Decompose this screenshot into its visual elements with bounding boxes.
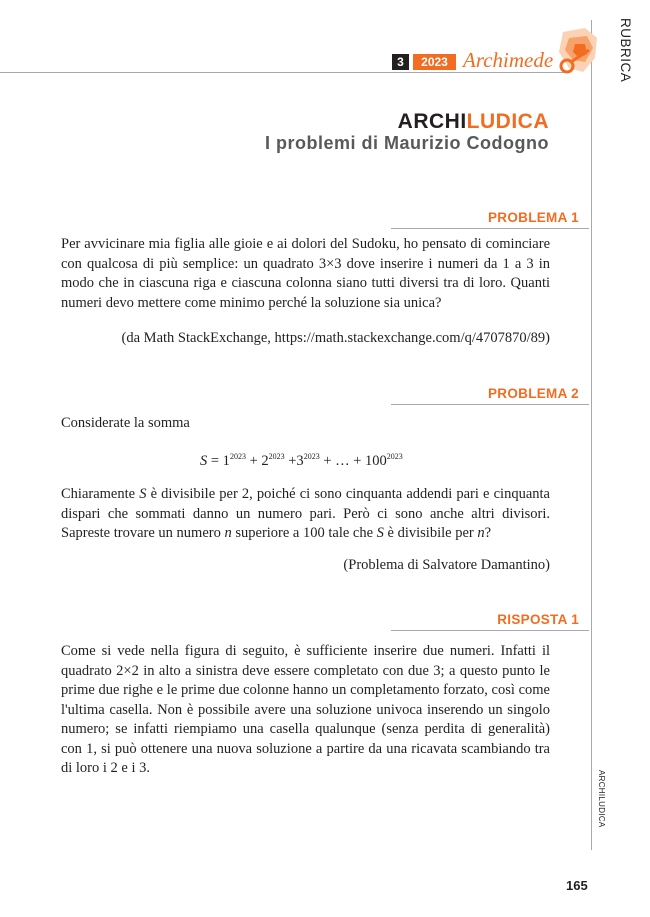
magazine-name: Archimede bbox=[463, 48, 554, 72]
problema1-text: Per avvicinare mia figlia alle gioie e ai dolori del Sudoku, ho pensato di cominciare con qualcosa di più semplice: un quadrato 3×3 dove inserire i numeri da 1 a 3 in modo che in ciascuna riga e ciascuna colonna siano tutti diversi tra di loro. Quanti numeri devo mettere come minimo perché la soluzione sia unica? bbox=[61, 236, 550, 311]
problema2-text: Chiaramente S è divisibile per 2, poiché ci sono cinquanta addendi pari e cinquanta dispari che sommati danno un numero pari. Però ci sono anche altri divisori. Sapreste trovare un numero n superiore a 100 tale che S è divisibile per n? bbox=[61, 486, 550, 541]
title-part1: ARCHI bbox=[397, 110, 467, 133]
section-heading-problema2 bbox=[391, 386, 589, 405]
heading-label: PROBLEMA 2 bbox=[487, 386, 579, 401]
page-number: 165 bbox=[566, 878, 588, 893]
sum-formula: $S = 1^{2023} + 2^{2023} +3^{2023}$ + … + $100^{2023}$ bbox=[200, 452, 403, 469]
issue-year: 2023 bbox=[413, 54, 456, 70]
sidebar-footer-label: ARCHILUDICA bbox=[597, 770, 606, 828]
rubrica-label: RUBRICA bbox=[618, 18, 633, 83]
heading-label: RISPOSTA 1 bbox=[497, 612, 579, 627]
problema1-source: (da Math StackExchange, https://math.stackexchange.com/q/4707870/89) bbox=[121, 330, 550, 346]
formula-var: S bbox=[200, 453, 208, 469]
problema2-intro: Considerate la somma bbox=[61, 415, 190, 431]
page-title bbox=[398, 110, 549, 134]
issue-number: 3 bbox=[392, 54, 409, 70]
title-part2: LUDICA bbox=[466, 110, 549, 133]
page-subtitle: I problemi di Maurizio Codogno bbox=[265, 133, 549, 153]
section-heading-risposta1 bbox=[391, 612, 589, 631]
risposta1-text: Come si vede nella figura di seguito, è sufficiente inserire due numeri. Infatti il quadrato 2×2 in alto a sinistra deve essere completato con due 3; a questo punto le prime due righe e le prime due colonne hanno un completamento forzato, così come l'ultima casella. Non è possibile avere una soluzione univoca inserendo un singolo numero; se infatti riempiamo una casella qualunque (senza perdita di generalità) con 1, si può ottenere una nuova soluzione a partire da una ricavata scambiando tra di loro i 2 e i 3. bbox=[61, 643, 550, 776]
problema2-source: (Problema di Salvatore Damantino) bbox=[343, 557, 550, 573]
section-heading-problema1 bbox=[391, 210, 589, 229]
heading-label: PROBLEMA 1 bbox=[487, 210, 579, 225]
vertical-rule bbox=[591, 20, 592, 850]
archimede-logo-icon bbox=[555, 28, 599, 84]
